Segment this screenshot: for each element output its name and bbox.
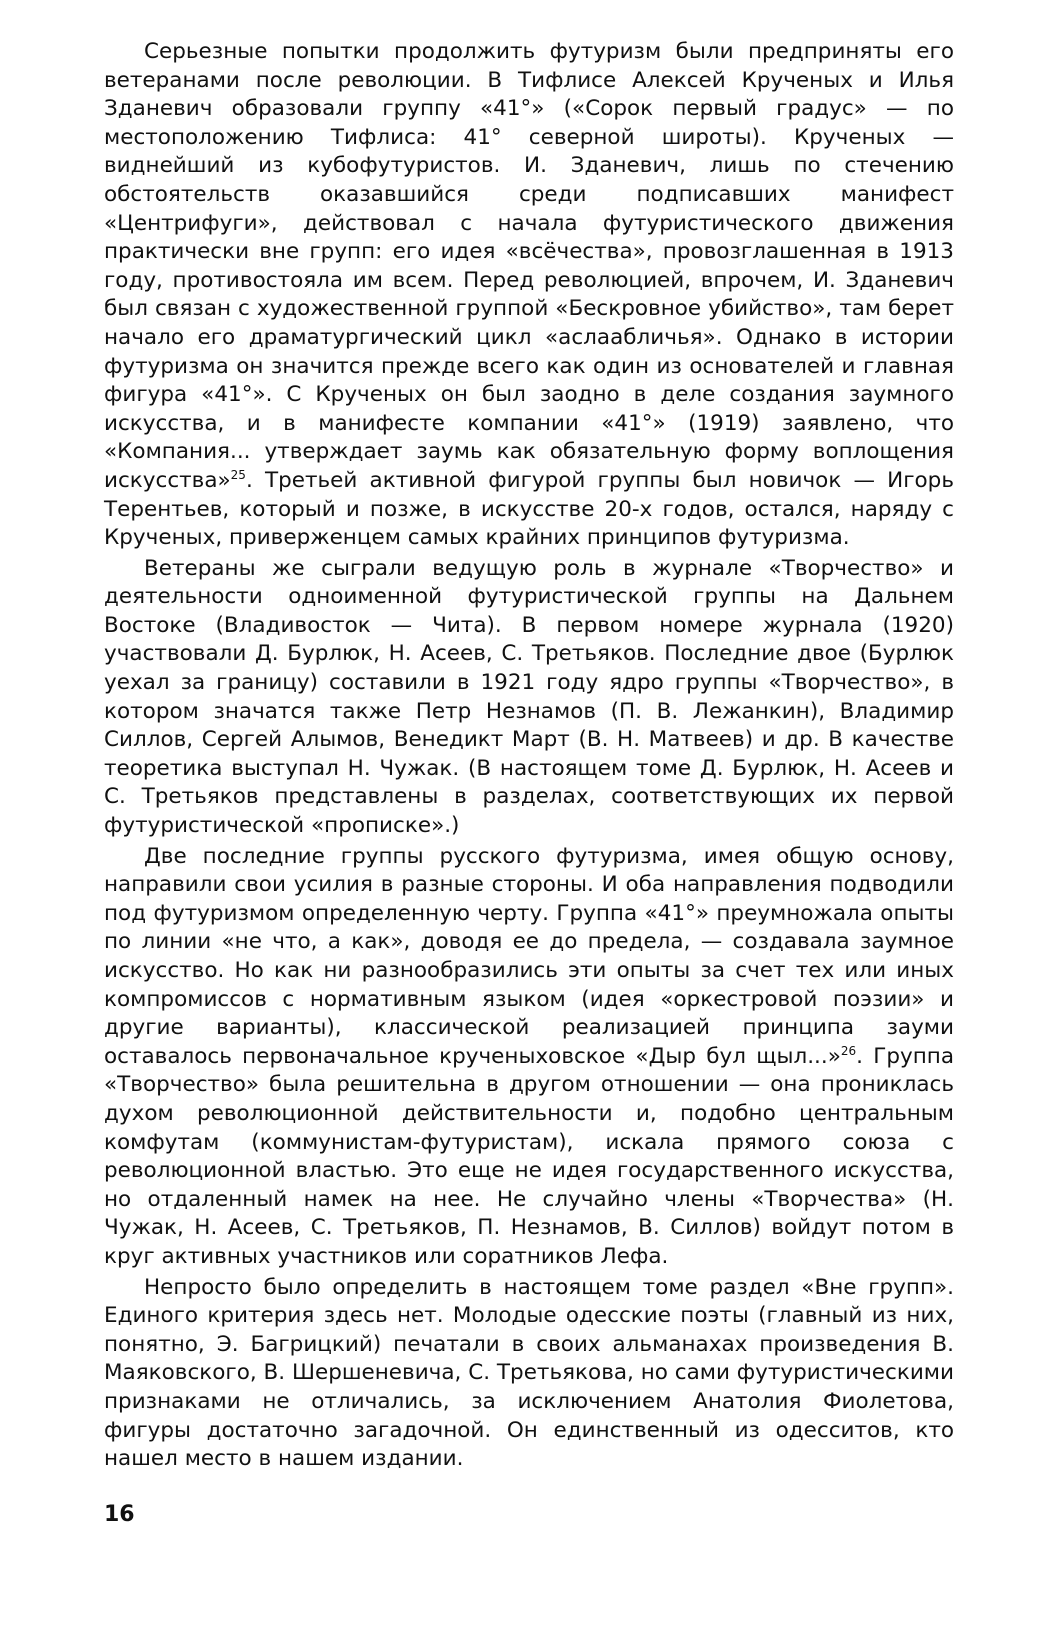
paragraph xyxy=(104,555,954,841)
paragraph-text: Ветераны же сыграли ведущую роль в журнале «Творчество» и деятельности одноименной футуристической группы на Дальнем Востоке (Владивосток — Чита). В первом номере журнала (1920) участвовали Д. Бурлюк, Н. Асеев, С. Третьяков. Последние двое (Бурлюк уехал за границу) составили в 1921 году ядро группы «Творчество», в котором значатся также Петр Незнамов (П. В. Лежанкин), Владимир Силлов, Сергей Алымов, Венедикт Март (В. Н. Матвеев) и др. В качестве теоретика выступал Н. Чужак. (В настоящем томе Д. Бурлюк, Н. Асеев и С. Третьяков представлены в разделах, соответствующих их первой футуристической «прописке».) xyxy=(104,555,954,839)
paragraph-text-tail: . Группа «Творчество» была решительна в другом отношении — она прониклась духом революционной действительности и, подобно центральным комфутам (коммунистам-футуристам), искала прямого союза с революционной властью. Это еще не идея государственного искусства, но отдаленный намек на нее. Не случайно члены «Творчества» (Н. Чужак, Н. Асеев, С. Третьяков, П. Незнамов, В. Силлов) войдут потом в круг активных участников или соратников Лефа. xyxy=(104,1043,954,1269)
paragraph-text-tail: . Третьей активной фигурой группы был новичок — Игорь Терентьев, который и позже, в искусстве 20-х годов, остался, наряду с Крученых, приверженцем самых крайних принципов футуризма. xyxy=(104,467,954,551)
paragraph xyxy=(104,38,954,553)
footnote-ref[interactable]: 26 xyxy=(840,1043,857,1058)
footnote-ref[interactable]: 25 xyxy=(230,467,246,482)
page-body xyxy=(104,38,954,1474)
page-number: 16 xyxy=(104,1502,135,1527)
paragraph xyxy=(104,843,954,1272)
paragraph-text: Две последние группы русского футуризма, имея общую основу, направили свои усилия в разные стороны. И оба направления подводили под футуризмом определенную черту. Группа «41°» преумножала опыты по линии «не что, а как», доводя ее до предела, — создавала заумное искусство. Но как ни разнообразились эти опыты за счет тех или иных компромиссов с нормативным языком (идея «оркестровой поэзии» и другие варианты), классической реализацией принципа зауми оставалось первоначальное крученыховское «Дыр бул щыл...» xyxy=(104,843,954,1069)
paragraph-text: Непросто было определить в настоящем томе раздел «Вне групп». Единого критерия здесь нет. Молодые одесские поэты (главный из них, понятно, Э. Багрицкий) печатали в своих альманахах произведения В. Маяковского, В. Шершеневича, С. Третьякова, но сами футуристическими признаками не отличались, за исключением Анатолия Фиолетова, фигуры достаточно загадочной. Он единственный из одесситов, кто нашел место в нашем издании. xyxy=(104,1274,954,1472)
paragraph xyxy=(104,1274,954,1474)
paragraph-text: Серьезные попытки продолжить футуризм были предприняты его ветеранами после революции. В Тифлисе Алексей Крученых и Илья Зданевич образовали группу «41°» («Сорок первый градус» — по местоположению Тифлиса: 41° северной широты). Крученых — виднейший из кубофутуристов. И. Зданевич, лишь по стечению обстоятельств оказавшийся среди подписавших манифест «Центрифуги», действовал с начала футуристического движения практически вне групп: его идея «всёчества», провозглашенная в 1913 году, противостояла им всем. Перед революцией, впрочем, И. Зданевич был связан с художественной группой «Бескровное убийство», там берет начало его драматургический цикл «аслаабличья». Однако в истории футуризма он значится прежде всего как один из основателей и главная фигура «41°». С Крученых он был заодно в деле создания заумного искусства, и в манифесте компании «41°» (1919) заявлено, что «Компания... утверждает заумь как обязательную форму воплощения искусства» xyxy=(104,39,954,493)
